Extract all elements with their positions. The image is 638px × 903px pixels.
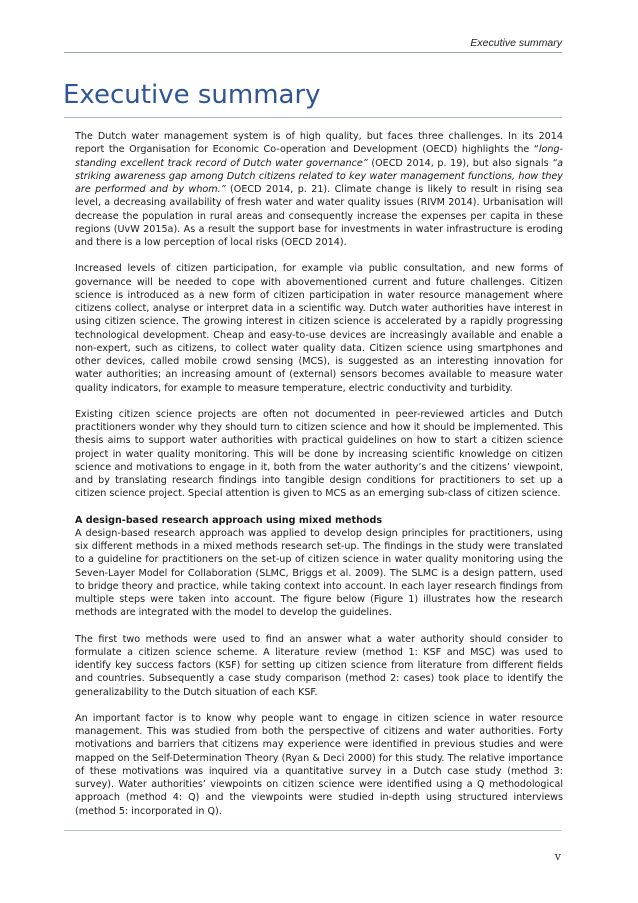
paragraph-intro-quote-2: “a striking awareness gap among Dutch citizens related to key water management functions, how they are performed and by whom.” xyxy=(75,157,563,195)
paragraph-methods-1-2: The first two methods were used to find an answer what a water authority should consider to formulate a citizen science scheme. A literature review (method 1: KSF and MSC) was used to identify key success factors (KSF) for setting up citizen science from literature from different fields and countries. Subsequently a case study comparison (method 2: cases) took place to identify the generalizability to the Dutch situation of each KSF. xyxy=(75,633,563,698)
page-number: v xyxy=(554,850,561,863)
paragraph-research-approach: A design-based research approach was applied to develop design principles for practitioners, using six different methods in a mixed methods research set-up. The findings in the study were translated to a guideline for practitioners on the set-up of citizen science in water quality monitoring using the Seven-Layer Model for Collaboration (SLMC, Briggs et al. 2009). The SLMC is a design pattern, used to bridge theory and practice, while taking context into account. In each layer research findings from multiple steps were taken into account. The figure below (Figure 1) illustrates how the research methods are integrated with the model to develop the guidelines. xyxy=(75,527,563,619)
title-divider xyxy=(64,117,562,118)
paragraph-motivations: An important factor is to know why people want to engage in citizen science in water resource management. This was studied from both the perspective of citizens and water authorities. Forty motivations and barriers that citizens may experience were identified in previous studies and were mapped on the Self-Determination Theory (Ryan & Deci 2000) for this study. The relative importance of these motivations was inquired via a quantitative survey in a Dutch case study (method 3: survey). Water authorities’ viewpoints on citizen science were identified using a Q methodological approach (method 4: Q) and the viewpoints were studied in-depth using structured interviews (method 5: incorporated in Q). xyxy=(75,712,563,817)
paragraph-intro-quote-1: long-standing excellent track record of Dutch water governance” xyxy=(75,144,563,169)
running-header: Executive summary xyxy=(470,37,562,49)
paragraph-citizen-participation: Increased levels of citizen participation, for example via public consultation, and new forms of governance will be needed to cope with abovementioned current and future challenges. Citizen science is introduced as a new form of citizen participation in water resource management where citizens collect, analyse or interpret data in a scientific way. Dutch water authorities have interest in using citizen science. The growing interest in citizen science is accelerated by a rapidly progressing technological development. Cheap and easy-to-use devices are increasingly available and enable a non-expert, such as citizens, to collect water quality data. Citizen science using smartphones and other devices, called mobile crowd sensing (MCS), is suggested as an interesting innovation for water authorities; an increasing amount of (external) sensors becomes available to measure water quality indicators, for example to measure temperature, electric conductivity and turbidity. xyxy=(75,263,563,394)
body-text xyxy=(75,130,563,831)
paragraph-intro xyxy=(75,130,563,249)
section-heading: A design-based research approach using mixed methods xyxy=(75,514,383,526)
header-divider xyxy=(64,52,562,53)
paragraph-intro-part-3: (OECD 2014, p. 21). Climate change is likely to result in rising sea level, a decreasing availability of fresh water and water quality issues (RIVM 2014). Urbanisation will decrease the population in rural areas and consequently increase the expenses per capita in these regions (UvW 2015a). As a result the support base for investments in water infrastructure is eroding and there is a low perception of local risks (OECD 2014). xyxy=(75,184,563,248)
paragraph-thesis-aim: Existing citizen science projects are often not documented in peer-reviewed articles and Dutch practitioners wonder why they should turn to citizen science and how it should be implemented. This thesis aims to support water authorities with practical guidelines on how to start a citizen science project in water quality monitoring. This will be done by increasing scientific knowledge on citizen science and motivations to engage in it, both from the water authority’s and the citizens’ viewpoint, and by translating research findings into tangible design conditions for practitioners to set up a citizen science project. Special attention is given to MCS as an emerging sub-class of citizen science. xyxy=(75,408,563,500)
page-title: Executive summary xyxy=(63,80,321,110)
paragraph-intro-part-1: The Dutch water management system is of high quality, but faces three challenges. In its 2014 report the Organisation for Economic Co-operation and Development (OECD) highlights the “ xyxy=(75,131,563,156)
paragraph-intro-part-2: (OECD 2014, p. 19), but also signals xyxy=(367,157,553,169)
footer-divider xyxy=(64,830,562,831)
